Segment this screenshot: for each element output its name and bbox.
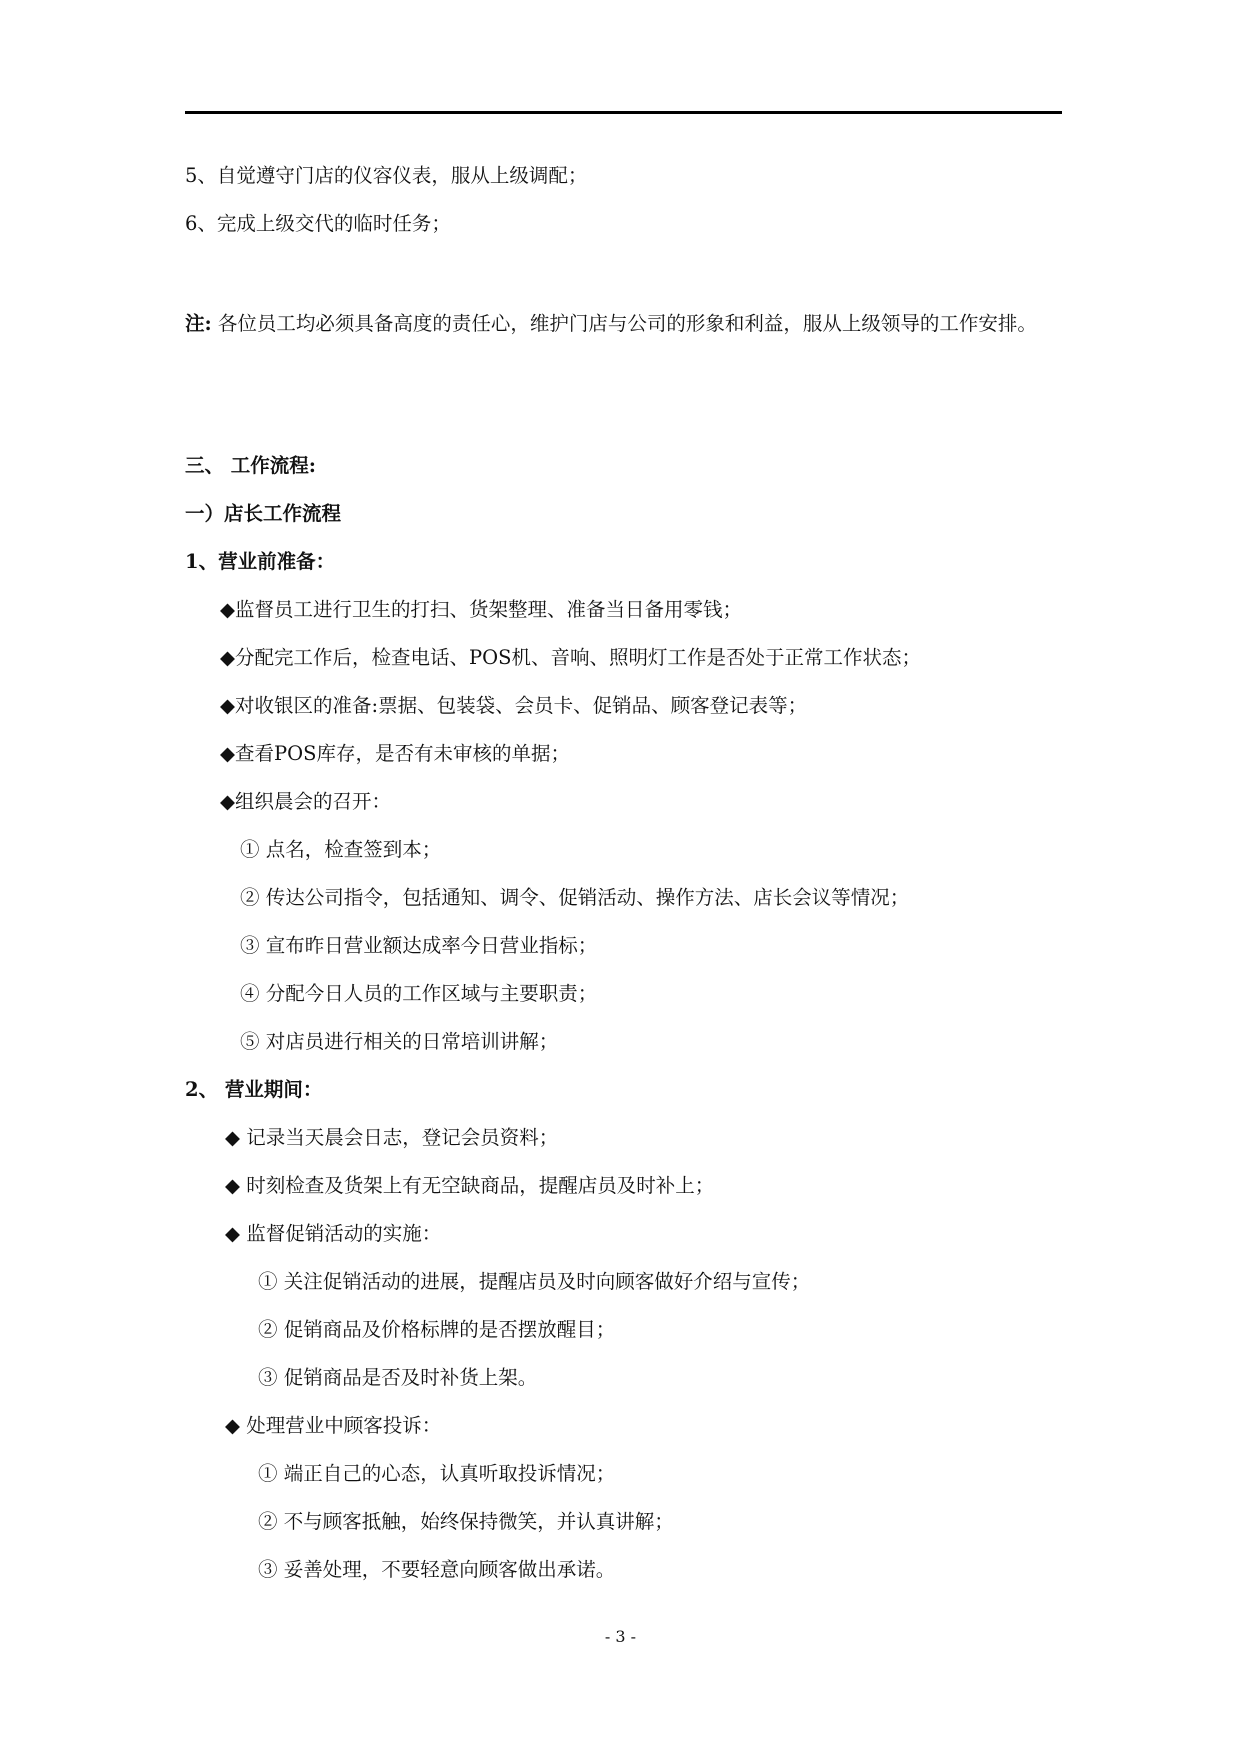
list-item: ⑤ 对店员进行相关的日常培训讲解； bbox=[240, 1030, 559, 1053]
list-item: ◆组织晨会的召开： bbox=[220, 790, 391, 813]
note-label: 注: bbox=[185, 312, 212, 335]
list-item: ③ 宣布昨日营业额达成率今日营业指标； bbox=[240, 934, 598, 957]
list-item: ◆查看POS库存，是否有未审核的单据； bbox=[220, 742, 570, 765]
duty-item-6: 6、完成上级交代的临时任务； bbox=[185, 212, 451, 235]
duty-item-5: 5、自觉遵守门店的仪容仪表，服从上级调配； bbox=[185, 164, 588, 187]
list-item: ① 端正自己的心态，认真听取投诉情况； bbox=[258, 1462, 616, 1485]
list-item: ② 不与顾客抵触，始终保持微笑，并认真讲解； bbox=[258, 1510, 674, 1533]
step-1-heading: 1、营业前准备： bbox=[185, 550, 336, 573]
note-paragraph bbox=[185, 300, 1065, 348]
list-item: ◆ 时刻检查及货架上有无空缺商品，提醒店员及时补上； bbox=[225, 1174, 715, 1197]
list-item: ◆对收银区的准备:票据、包装袋、会员卡、促销品、顾客登记表等； bbox=[220, 694, 808, 717]
list-item: ② 促销商品及价格标牌的是否摆放醒目； bbox=[258, 1318, 616, 1341]
section-3-heading: 三、 工作流程: bbox=[185, 454, 316, 477]
list-item: ◆分配完工作后，检查电话、POS机、音响、照明灯工作是否处于正常工作状态； bbox=[220, 646, 921, 669]
note-text: 各位员工均必须具备高度的责任心，维护门店与公司的形象和利益，服从上级领导的工作安排。 bbox=[217, 312, 1037, 335]
subsection-heading: 一）店长工作流程 bbox=[185, 502, 342, 525]
header-rule bbox=[185, 111, 1062, 114]
list-item: ① 点名，检查签到本； bbox=[240, 838, 442, 861]
page-number: - 3 - bbox=[604, 1627, 637, 1646]
list-item: ③ 促销商品是否及时补货上架。 bbox=[258, 1366, 538, 1389]
list-item: ◆ 监督促销活动的实施： bbox=[225, 1222, 442, 1245]
list-item: ◆监督员工进行卫生的打扫、货架整理、准备当日备用零钱； bbox=[220, 598, 742, 621]
list-item: ① 关注促销活动的进展，提醒店员及时向顾客做好介绍与宣传； bbox=[258, 1270, 811, 1293]
step-2-heading: 2、 营业期间： bbox=[185, 1078, 323, 1101]
list-item: ② 传达公司指令，包括通知、调令、促销活动、操作方法、店长会议等情况； bbox=[240, 886, 910, 909]
list-item: ③ 妥善处理，不要轻意向顾客做出承诺。 bbox=[258, 1558, 616, 1581]
list-item: ④ 分配今日人员的工作区域与主要职责； bbox=[240, 982, 598, 1005]
list-item: ◆ 记录当天晨会日志，登记会员资料； bbox=[225, 1126, 559, 1149]
list-item: ◆ 处理营业中顾客投诉： bbox=[225, 1414, 442, 1437]
